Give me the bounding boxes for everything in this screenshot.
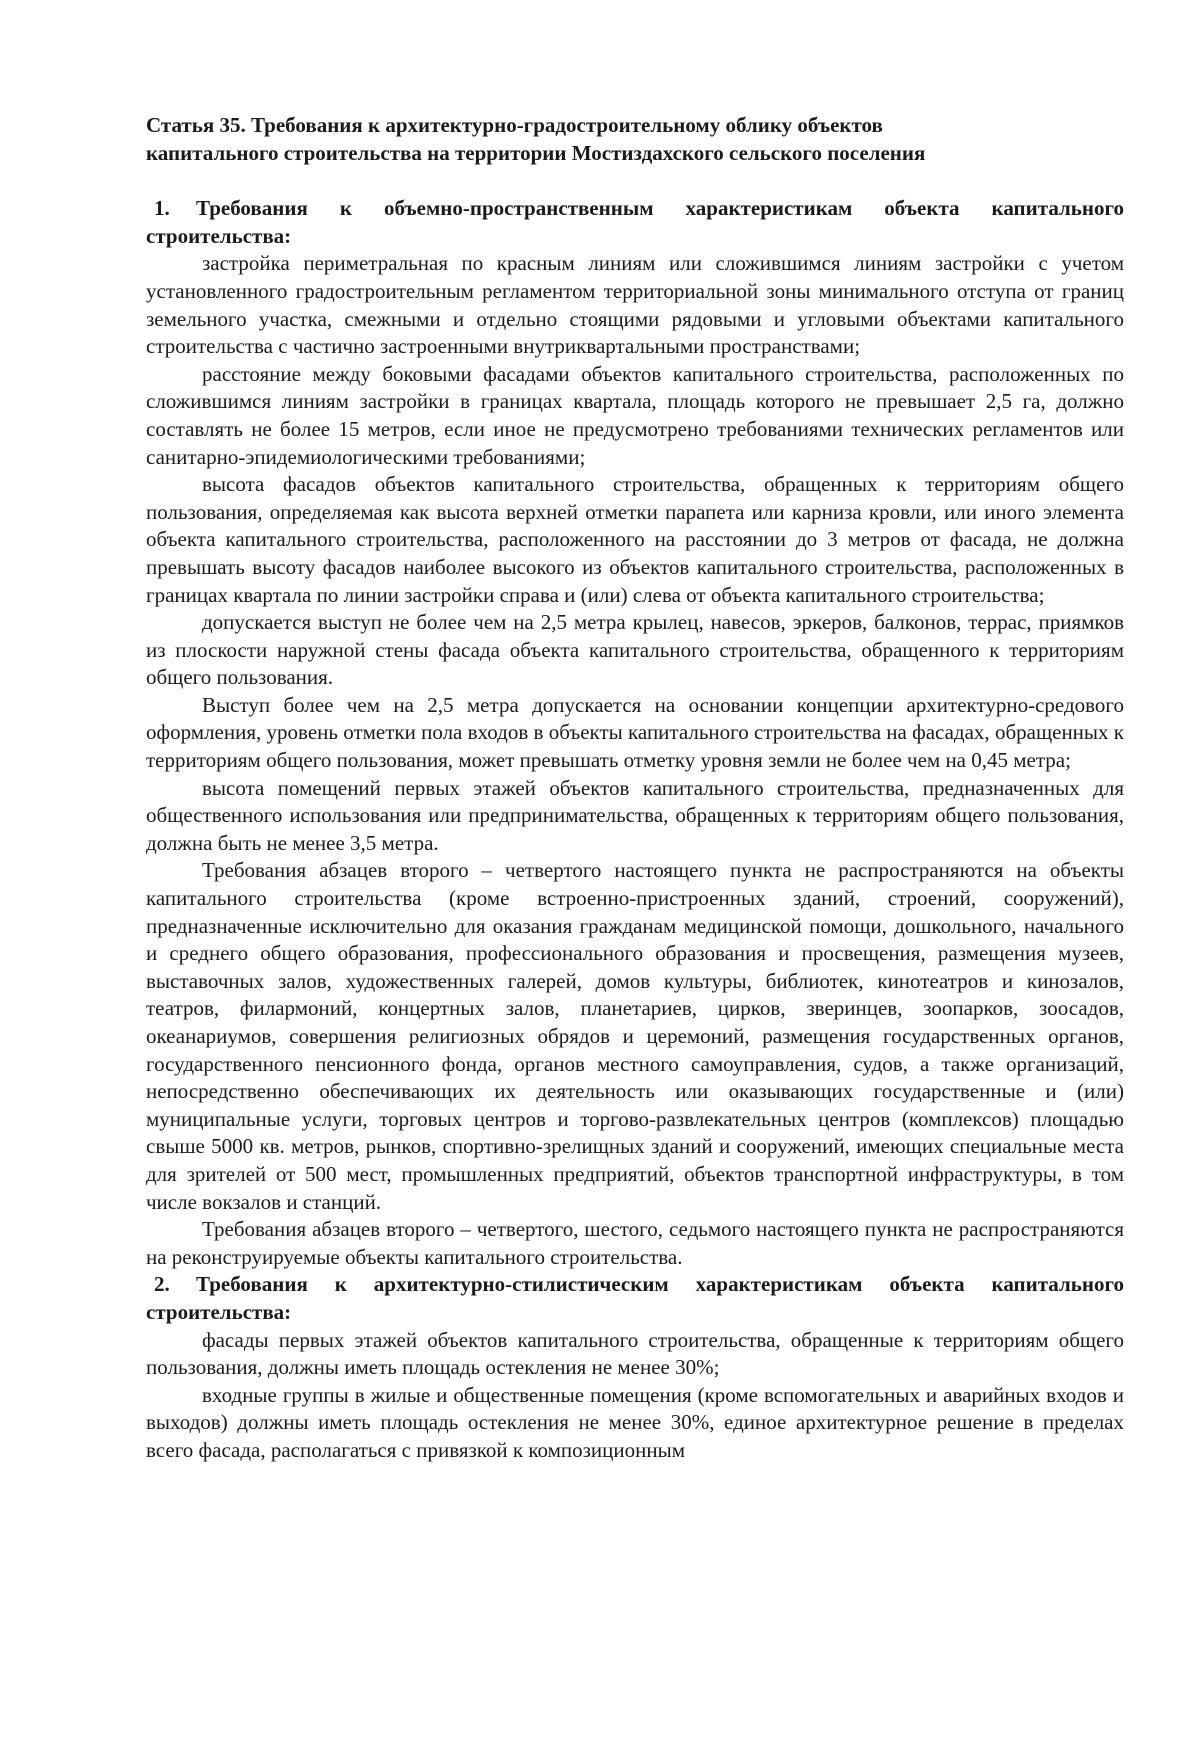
section-1-paragraph: расстояние между боковыми фасадами объектов капитального строительства, расположенных по сложившимся линиям застройки в границах квартала, площадь которого не превышает 2,5 га, должно составлять не более 15 метров, если иное не предусмотрено требованиями технических регламентов или санитарно-эпидемиологическими требованиями; (146, 361, 1124, 469)
section-2-heading (146, 1271, 1124, 1326)
section-1-heading (146, 195, 1124, 250)
section-1-paragraph: высота фасадов объектов капитального строительства, обращенных к территориям общего пользования, определяемая как высота верхней отметки парапета или карниза кровли, или иного элемента объекта капитального строительства, расположенного на расстоянии до 3 метров от фасада, не должна превышать высоту фасадов наиболее высокого из объектов капитального строительства, расположенных в границах квартала по линии застройки справа и (или) слева от объекта капитального строительства; (146, 472, 1124, 607)
section-2-heading-text: Требования к архитектурно-стилистическим характеристикам объекта капитального строительства: (146, 1272, 1124, 1324)
document-page (146, 112, 1124, 1465)
section-1-paragraph: Выступ более чем на 2,5 метра допускается на основании концепции архитектурно-средового оформления, уровень отметки пола входов в объекты капитального строительства на фасадах, обращенных к территориям общего пользования, может превышать отметку уровня земли не более чем на 0,45 метра; (146, 692, 1124, 773)
section-1-paragraph: допускается выступ не более чем на 2,5 метра крылец, навесов, эркеров, балконов, террас, приямков из плоскости наружной стены фасада объекта капитального строительства, обращенного к территориям общего пользования. (146, 610, 1124, 690)
section-1-paragraph: застройка периметральная по красным линиям или сложившимся линиям застройки с учетом установленного градостроительным регламентом территориальной зоны минимального отступа от границ земельного участка, смежными и отдельно стоящими рядовыми и угловыми объектами капитального строительства с частично застроенными внутриквартальными пространствами; (146, 251, 1124, 359)
article-title (146, 112, 1124, 167)
section-2-paragraph: входные группы в жилые и общественные помещения (кроме вспомогательных и аварийных входов и выходов) должны иметь площадь остекления не менее 30%, единое архитектурное решение в пределах всего фасада, располагаться с привязкой к композиционным (146, 1382, 1124, 1462)
section-1-paragraph: Требования абзацев второго – четвертого настоящего пункта не распространяются на объекты капитального строительства (кроме встроенно-пристроенных зданий, строений, сооружений), предназначенные исключительно для оказания гражданам медицинской помощи, дошкольного, начального и среднего общего образования, профессионального образования и просвещения, размещения музеев, выставочных залов, художественных галерей, домов культуры, библиотек, кинотеатров и кинозалов, театров, филармоний, концертных залов, планетариев, цирков, зверинцев, зоопарков, зоосадов, океанариумов, совершения религиозных обрядов и церемоний, размещения государственных органов, государственного пенсионного фонда, органов местного самоуправления, судов, а также организаций, непосредственно обеспечивающих их деятельность или оказывающих государственные и (или) муниципальные услуги, торговых центров и торгово-развлекательных центров (комплексов) площадью свыше 5000 кв. метров, рынков, спортивно-зрелищных зданий и сооружений, имеющих специальные места для зрителей от 500 мест, промышленных предприятий, объектов транспортной инфраструктуры, в том числе вокзалов и станций. (146, 858, 1124, 1214)
section-2-number: 2. (154, 1272, 170, 1297)
section-2-paragraph: фасады первых этажей объектов капитального строительства, обращенные к территориям общего пользования, должны иметь площадь остекления не менее 30%; (146, 1327, 1124, 1380)
section-1-paragraph: высота помещений первых этажей объектов капитального строительства, предназначенных для общественного использования или предпринимательства, обращенных к территориям общего пользования, должна быть не менее 3,5 метра. (146, 775, 1124, 855)
article-title-line-2: капитального строительства на территории Мостиздахского сельского поселения (146, 140, 926, 165)
section-1-paragraph: Требования абзацев второго – четвертого, шестого, седьмого настоящего пункта не распространяются на реконструируемые объекты капитального строительства. (146, 1217, 1124, 1269)
section-1-heading-text: Требования к объемно-пространственным характеристикам объекта капитального строительства: (146, 196, 1124, 248)
article-title-line-1: Статья 35. Требования к архитектурно-градостроительному облику объектов (146, 113, 883, 137)
section-1-number: 1. (154, 196, 170, 221)
